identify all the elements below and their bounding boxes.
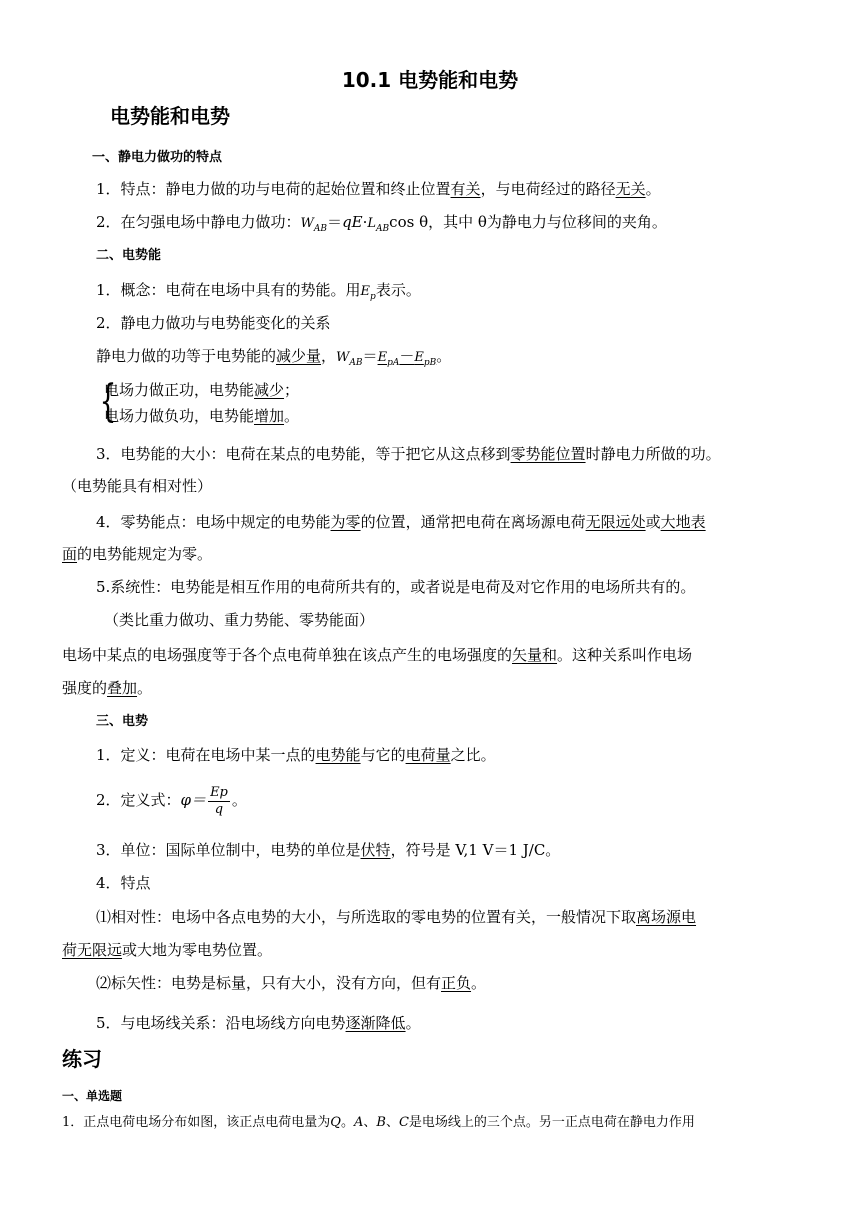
sec1-heading: 一、静电力做功的特点 (92, 150, 223, 165)
sec2-bullet2: 电场力做负功，电势能增加。 (104, 407, 300, 425)
sec2-line7: （类比重力做功、重力势能、零势能面） (104, 611, 375, 629)
sec2-heading: 二、电势能 (96, 248, 162, 263)
sec2-line3: 静电力做的功等于电势能的减少量，$W_{AB}=E_{pA}-E_{pB}$。 (96, 347, 452, 368)
sec3-line1: 1．定义：电荷在电场中某一点的电势能与它的电荷量之比。 (96, 746, 496, 764)
sec3-heading: 三、电势 (96, 714, 149, 729)
sec2-line5b: 面的电势能规定为零。 (62, 545, 213, 563)
sec2-line1: 1．概念：电荷在电场中具有的势能。用$E_p$表示。 (96, 281, 421, 302)
brace-symbol: { (99, 376, 117, 427)
sec3-line3: 3．单位：国际单位制中，电势的单位是伏特，符号是 V,1 V＝1 J/C。 (96, 841, 561, 859)
potential-fraction: $\frac{Ep}{q}$ (210, 784, 228, 817)
sec2-line6: 5.系统性：电势能是相互作用的电荷所共有的，或者说是电荷及对它作用的电场所共有的。 (96, 578, 696, 596)
sec3-line6: ⑵标矢性：电势是标量，只有大小，没有方向，但有正负。 (96, 974, 487, 992)
sec2-bullet1: 电场力做正功，电势能减少； (104, 381, 300, 399)
document-title: 10.1 电势能和电势 (341, 68, 519, 92)
sec2-line5: 4．零势能点：电场中规定的电势能为零的位置，通常把电荷在离场源电荷无限远处或大地表 (96, 513, 706, 531)
section-heading: 电势能和电势 (110, 104, 230, 128)
sec3-line5b: 荷无限远或大地为零电势位置。 (62, 941, 273, 959)
sec1-line1: 1．特点：静电力做的功与电荷的起始位置和终止位置有关，与电荷经过的路径无关。 (96, 180, 661, 198)
sec2-line4: 3．电势能的大小：电荷在某点的电势能，等于把它从这点移到零势能位置时静电力所做的功。 (96, 445, 721, 463)
practice-subheading: 一、单选题 (62, 1089, 123, 1103)
sec3-line2: 2．定义式：φ＝ $\frac{Ep}{q}$ 。 (96, 784, 247, 817)
sec1-line2: 2．在匀强电场中静电力做功：$W_{AB}=qE\cdot L_{AB}\cos$ θ，其中 θ为静电力与位移间的夹角。 (96, 213, 667, 234)
sec2-line4b: （电势能具有相对性） (62, 477, 213, 495)
practice-heading: 练习 (62, 1047, 102, 1071)
sec2-line8: 电场中某点的电场强度等于各个点电荷单独在该点产生的电场强度的矢量和。这种关系叫作电场 (62, 646, 693, 664)
sec3-line4: 4．特点 (96, 874, 151, 892)
sec3-line5: ⑴相对性：电场中各点电势的大小，与所选取的零电势的位置有关，一般情况下取离场源电 (96, 908, 697, 926)
sec3-line7: 5．与电场线关系：沿电场线方向电势逐渐降低。 (96, 1014, 421, 1032)
sec2-line2: 2．静电力做功与电势能变化的关系 (96, 314, 331, 332)
sec2-line8b: 强度的叠加。 (62, 679, 153, 697)
question-1: 1．正点电荷电场分布如图，该正点电荷电量为Q。A、B、C是电场线上的三个点。另一正点电荷在静电力作用 (62, 1115, 695, 1130)
